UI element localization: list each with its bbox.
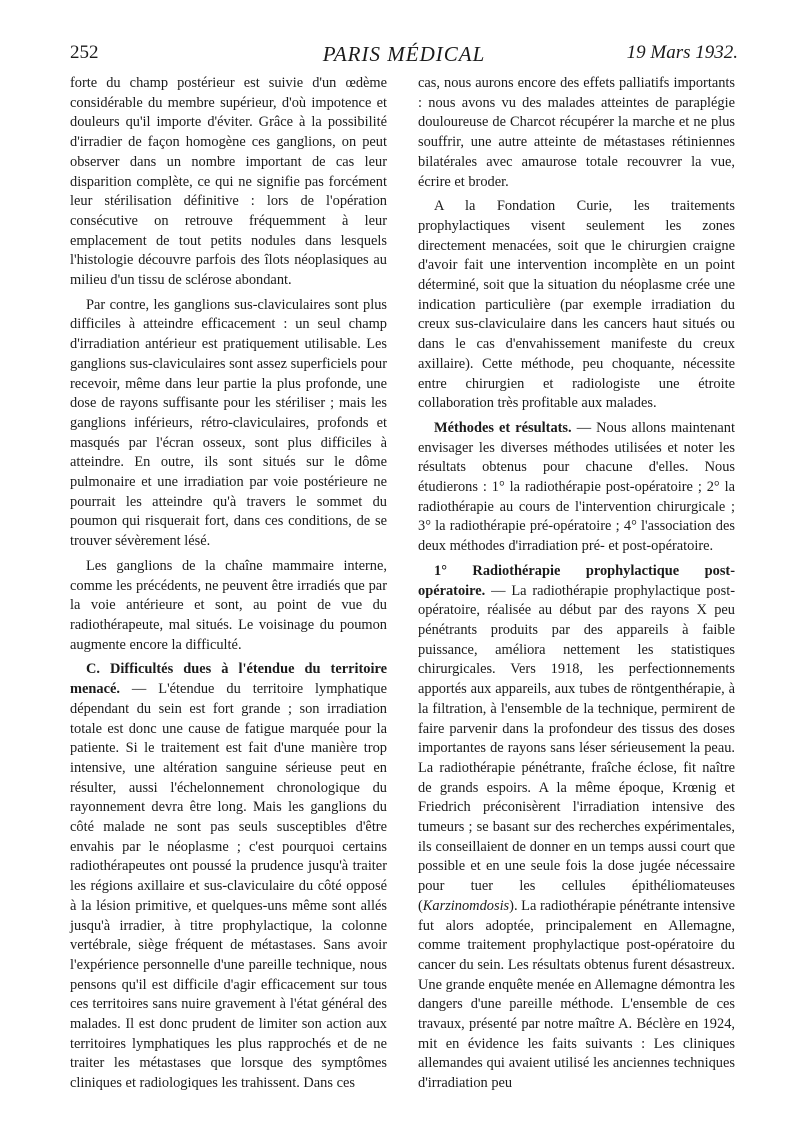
paragraph: forte du champ postérieur est suivie d'un œdème considérable du membre supérieur, d'où impotence et douleurs qu'il importe d'éviter. Grâce à la possibilité d'irradier de façon homogène ces ganglions, on peut observer dans un nombre important de cas leur disparition complète, ce qui ne signifie pas forcément leur stérilisation définitive : lors de l'opération consécutive on retrouve fréquemment à leur emplacement de tout petits nodules dans lesquels l'histologie découvre parfois des îlots néoplasiques au milieu d'un tissu de sclérose abondant. [70,75,387,289]
paragraph [418,562,735,1094]
right-column [418,74,735,1099]
left-column [70,74,387,1099]
paragraph [418,419,735,557]
journal-title: PARIS MÉDICAL [322,42,486,66]
paragraph-text: — Nous allons maintenant envisager les diverses méthodes utilisées et noter les résultats obtenus pour chacune d'elles. Nous étudierons : 1° la radiothérapie post-opératoire ; 2° la radiothérapie au cours de l'intervention chirurgicale ; 3° la radiothérapie pré-opératoire ; 4° l'association des deux méthodes d'irradiation pré- et post-opératoire. [418,419,735,555]
paragraph: A la Fondation Curie, les traitements prophylactiques visent seulement les zones directement menacées, soit que le chirurgien craigne d'avoir fait une intervention incomplète en un point déterminé, soit que la situation du néoplasme crée une indication particulière (par exemple irradiation du creux sus-claviculaire dans les cancers haut situés ou dans le cas d'envahissement manifeste du creux axillaire). Cette méthode, peu choquante, nécessite entre chirurgien et radiologiste une étroite collaboration très profitable aux malades. [418,198,735,412]
issue-date: 19 Mars 1932. [626,42,738,63]
page-header [70,42,738,70]
paragraph: Les ganglions de la chaîne mammaire interne, comme les précédents, ne peuvent être irradiés que par la voie antérieure et sont, au point de vue du radiothérapeute, mal situés. Le voisinage du poumon augmente encore la difficulté. [70,557,387,653]
paragraph: cas, nous aurons encore des effets palliatifs importants : nous avons vu des malades atteintes de paraplégie douloureuse de Charcot récupérer la marche et ne plus souffrir, une autre atteinte de métastases rétiniennes bilatérales avec amaurose totale recouvrer la vue, écrire et broder. [418,75,735,190]
page-number: 252 [70,42,99,63]
section-heading: C. Difficultés dues à l'étendue du territoire menacé. [70,661,387,698]
italic-term: Karzinomdosis [422,897,510,914]
section-heading: 1° Radiothérapie prophylactique post-opératoire. [418,562,735,599]
paragraph: Par contre, les ganglions sus-claviculaires sont plus difficiles à atteindre efficacement : un seul champ d'irradiation antérieur est pratiquement utilisable. Les ganglions sus-claviculaires sont assez superficiels pour recevoir, même dans leur partie la plus profonde, une dose de rayons suffisante pour les stériliser ; mais les ganglions inférieurs, rétro-claviculaires, profonds et masqués par l'écran osseux, sont plus difficiles à atteindre. En outre, ils sont situés sur le dôme pulmonaire et une irradiation par voie postérieure ne pourrait les atteindre qu'à travers le sommet du poumon qui risquerait fort, dans ces conditions, de se trouver sévèrement lésé. [70,296,387,550]
paragraph [70,660,387,1093]
paragraph-text: — La radiothérapie prophylactique post-opératoire, réalisée au début par des rayons X peu pénétrants produits par des appareils à faible puissance, améliora nettement les statistiques chirurgicales. Vers 1918, les perfectionnements apportés aux appareils, aux tubes de röntgenthérapie, à la filtration, à l'ensemble de la technique, permirent de faire parvenir dans la profondeur des tissus des doses importantes de rayons sans léser sérieusement la peau. La radiothérapie pénétrante, fraîche éclose, fit naître de grands espoirs. A la même époque, Krœnig et Friedrich préconisèrent l'irradiation intensive des tumeurs ; se basant sur des recherches expérimentales, ils conseillaient de donner en un temps aussi court que possible et en une seule fois la dose jugée nécessaire pour tuer les cellules épithéliomateuses ( [418,582,735,914]
paragraph-text: — L'étendue du territoire lymphatique dépendant du sein est fort grande ; son irradiation totale est donc une cause de fatigue marquée pour la patiente. Si le traitement est fait d'une manière trop intensive, une altération sanguine sérieuse peut en résulter, aussi l'échelonnement chronologique du rayonnement devra être long. Mais les ganglions du côté malade ne sont pas seuls susceptibles d'être envahis par le néoplasme ; c'est pourquoi certains radiothérapeutes ont poussé la prudence jusqu'à traiter les régions axillaire et sus-claviculaire du côté opposé à la lésion primitive, et quelques-uns même sont allés jusqu'à irradier, à titre prophylactique, la colonne vertébrale, siège fréquent de métastases. Sans avoir l'expérience personnelle d'une pareille technique, nous pensons qu'il est difficile d'agir efficacement sur tous ces territoires sans nuire gravement à l'état général des malades. Il est donc prudent de limiter son action aux territoires lymphatiques les plus rapprochés et de ne traiter les métastases que lorsque des symptômes cliniques et radiologiques les trahissent. Dans ces [70,681,387,1092]
paragraph-text: ). La radiothérapie pénétrante intensive fut alors adoptée, principalement en Allemagne, comme traitement prophylactique post-opératoire du cancer du sein. Les résultats obtenus furent désastreux. Une grande enquête menée en Allemagne démontra les dangers d'une pareille méthode. L'ensemble de ces travaux, présenté par notre maître A. Béclère en 1924, mit en évidence les faits suivants : Les cliniques allemandes qui avaient utilisé les anciennes techniques d'irradiation peu [418,897,735,1092]
section-heading: Méthodes et résultats. [434,419,572,436]
